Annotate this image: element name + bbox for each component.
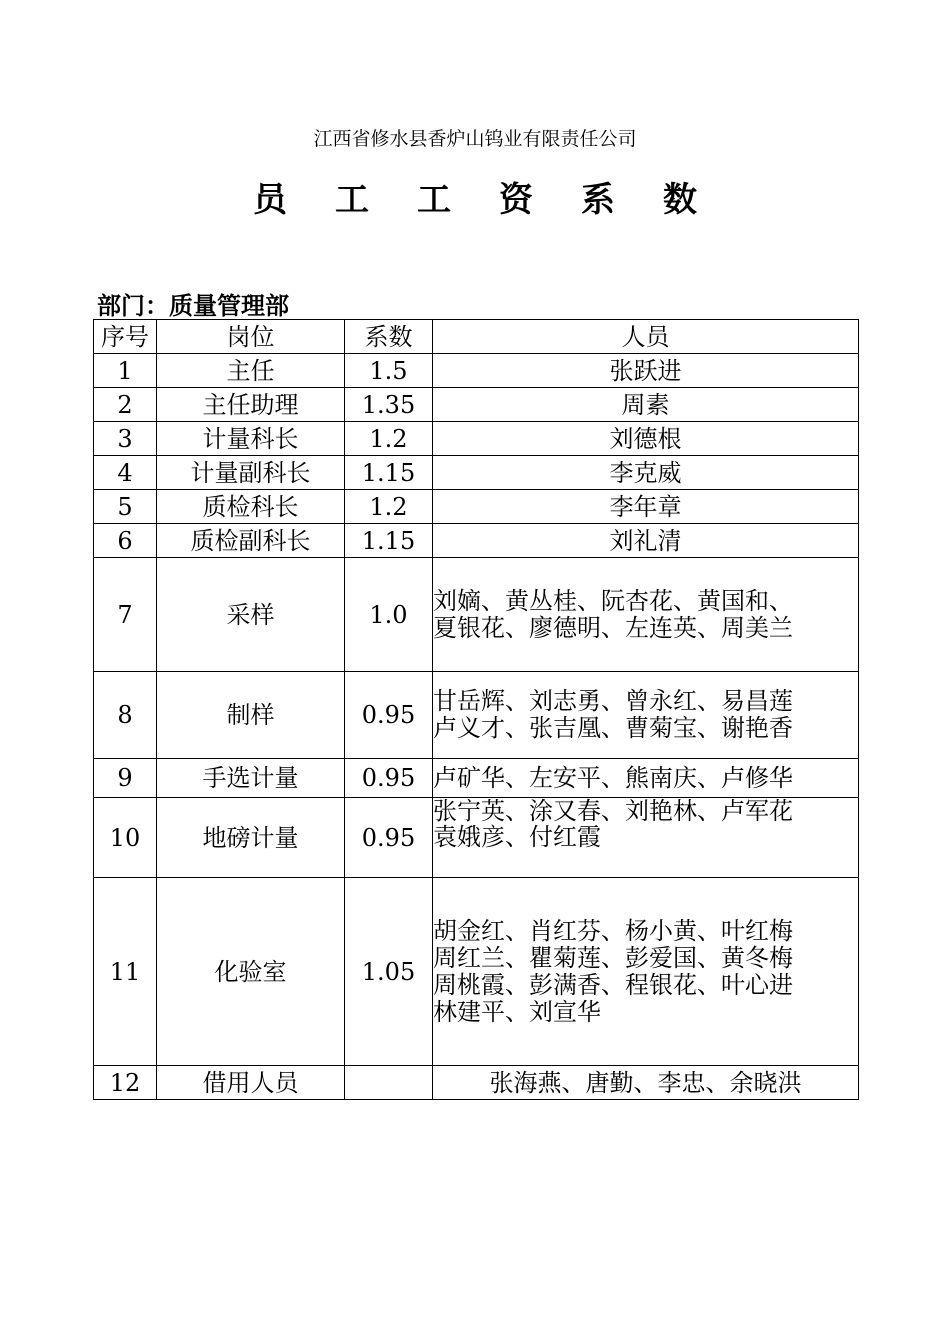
title-char: 资	[499, 180, 533, 220]
title-char: 员	[253, 180, 287, 220]
cell-no: 5	[94, 490, 157, 524]
cell-no: 11	[94, 878, 157, 1066]
cell-coefficient: 0.95	[345, 672, 433, 759]
cell-no: 2	[94, 388, 157, 422]
people-line: 袁娥彦、付红霞	[433, 823, 601, 851]
cell-coefficient: 1.15	[345, 456, 433, 490]
table-row	[94, 672, 859, 759]
table-row	[94, 388, 859, 422]
cell-coefficient: 1.2	[345, 422, 433, 456]
cell-coefficient: 1.15	[345, 524, 433, 558]
cell-no: 7	[94, 558, 157, 672]
document-title	[0, 172, 950, 221]
people-line: 甘岳辉、刘志勇、曾永红、易昌莲	[433, 687, 793, 715]
header-no: 序号	[94, 320, 157, 354]
cell-people: 张跃进	[433, 354, 859, 388]
cell-position: 主任助理	[157, 388, 345, 422]
cell-position: 制样	[157, 672, 345, 759]
cell-coefficient: 1.35	[345, 388, 433, 422]
header-position: 岗位	[157, 320, 345, 354]
title-char: 系	[581, 180, 615, 220]
people-line: 周红兰、瞿菊莲、彭爱国、黄冬梅	[433, 943, 793, 972]
people-line: 林建平、刘宣华	[433, 997, 601, 1026]
table-row	[94, 490, 859, 524]
cell-coefficient	[345, 1066, 433, 1100]
cell-position: 计量副科长	[157, 456, 345, 490]
table-row	[94, 798, 859, 878]
people-line: 夏银花、廖德明、左连英、周美兰	[433, 613, 793, 642]
title-char: 工	[417, 180, 451, 220]
cell-position: 主任	[157, 354, 345, 388]
table-row	[94, 878, 859, 1066]
cell-no: 4	[94, 456, 157, 490]
cell-position: 计量科长	[157, 422, 345, 456]
table-row	[94, 558, 859, 672]
table-row	[94, 354, 859, 388]
people-line: 刘嫡、黄丛桂、阮杏花、黄国和、	[433, 586, 793, 615]
table-row	[94, 456, 859, 490]
cell-no: 6	[94, 524, 157, 558]
people-line: 胡金红、肖红芬、杨小黄、叶红梅	[433, 916, 793, 945]
cell-coefficient: 1.0	[345, 558, 433, 672]
cell-position: 手选计量	[157, 759, 345, 798]
cell-position: 借用人员	[157, 1066, 345, 1100]
cell-people: 刘礼清	[433, 524, 859, 558]
people-line: 卢义才、张吉凰、曹菊宝、谢艳香	[433, 714, 793, 742]
cell-position: 化验室	[157, 878, 345, 1066]
title-char: 数	[663, 180, 697, 220]
title-char: 工	[335, 180, 369, 220]
cell-no: 3	[94, 422, 157, 456]
cell-people: 李克威	[433, 456, 859, 490]
company-name: 江西省修水县香炉山钨业有限责任公司	[313, 128, 637, 150]
cell-people	[433, 878, 859, 1066]
cell-people	[433, 672, 859, 759]
cell-coefficient: 1.2	[345, 490, 433, 524]
cell-no: 10	[94, 798, 157, 878]
people-line: 周桃霞、彭满香、程银花、叶心进	[433, 970, 793, 999]
cell-position: 质检副科长	[157, 524, 345, 558]
cell-position: 采样	[157, 558, 345, 672]
people-line: 张宁英、涂又春、刘艳林、卢军花	[433, 797, 793, 825]
cell-no: 9	[94, 759, 157, 798]
cell-people	[433, 798, 859, 878]
cell-coefficient: 0.95	[345, 798, 433, 878]
table-row	[94, 422, 859, 456]
table-row	[94, 524, 859, 558]
cell-no: 8	[94, 672, 157, 759]
cell-people	[433, 558, 859, 672]
header-people: 人员	[433, 320, 859, 354]
table-row	[94, 759, 859, 798]
cell-people: 张海燕、唐勤、李忠、余晓洪	[433, 1066, 859, 1100]
cell-no: 1	[94, 354, 157, 388]
cell-coefficient: 1.5	[345, 354, 433, 388]
table-row	[94, 1066, 859, 1100]
cell-position: 质检科长	[157, 490, 345, 524]
cell-people: 周素	[433, 388, 859, 422]
cell-position: 地磅计量	[157, 798, 345, 878]
cell-people: 刘德根	[433, 422, 859, 456]
department-label: 部门：质量管理部	[97, 292, 289, 320]
table-header-row	[94, 320, 859, 354]
cell-people: 卢矿华、左安平、熊南庆、卢修华	[433, 759, 859, 798]
cell-coefficient: 1.05	[345, 878, 433, 1066]
cell-people: 李年章	[433, 490, 859, 524]
header-coefficient: 系数	[345, 320, 433, 354]
cell-coefficient: 0.95	[345, 759, 433, 798]
cell-no: 12	[94, 1066, 157, 1100]
salary-coefficient-table	[93, 319, 859, 1100]
